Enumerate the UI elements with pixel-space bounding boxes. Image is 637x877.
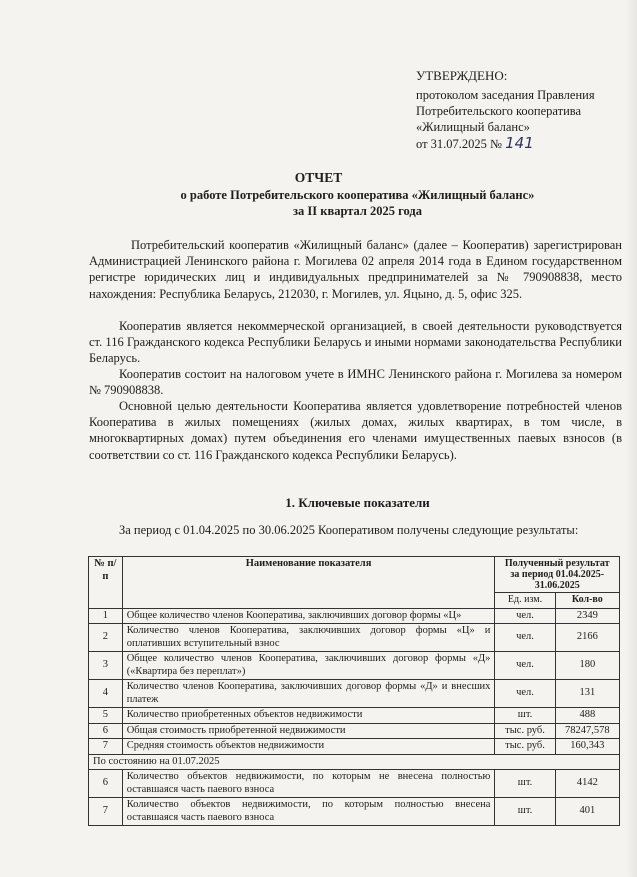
row-num: 1 — [89, 608, 123, 624]
row-unit: чел. — [495, 624, 555, 652]
table-row — [89, 608, 620, 624]
approval-heading: УТВЕРЖДЕНО: — [416, 68, 508, 83]
row-name: Общая стоимость приобретенной недвижимости — [122, 723, 495, 739]
approval-line-1: протоколом заседания Правления — [416, 88, 595, 102]
row-value: 488 — [555, 708, 619, 724]
row-num: 7 — [89, 798, 123, 826]
header-name: Наименование показателя — [122, 557, 495, 609]
row-num: 3 — [89, 652, 123, 680]
report-subtitle: о работе Потребительского кооператива «Жилищный баланс» — [180, 188, 535, 202]
section-intro: За период с 01.04.2025 по 30.06.2025 Кооперативом получены следующие результаты: — [119, 523, 579, 537]
row-num: 5 — [89, 708, 123, 724]
row-value: 131 — [555, 680, 619, 708]
row-value: 2349 — [555, 608, 619, 624]
row-value: 180 — [555, 652, 619, 680]
approval-date-line — [416, 135, 595, 152]
row-value: 78247,578 — [555, 723, 619, 739]
table-row — [89, 708, 620, 724]
paragraph-registration: Потребительский кооператив «Жилищный баланс» (далее – Кооператив) зарегистрирован Администрацией Ленинского района г. Могилева 02 апреля 2014 года в Едином государственном регистре юридических лиц и индивидуальных предпринимателей за № 790908838, место нахождения: Республика Беларусь, 212030, г. Могилев, ул. Яцыно, д. 5, офис 325. — [89, 238, 622, 301]
table-row — [89, 739, 620, 755]
section-title: 1. Ключевые показатели — [285, 495, 430, 510]
row-unit: чел. — [495, 608, 555, 624]
row-num: 6 — [89, 770, 123, 798]
approval-line-3: «Жилищный баланс» — [416, 120, 530, 134]
approval-handwritten-number: 141 — [505, 134, 534, 152]
approval-date: от 31.07.2025 № — [416, 137, 502, 151]
row-unit: чел. — [495, 652, 555, 680]
header-unit: Ед. изм. — [495, 593, 555, 609]
row-name: Количество объектов недвижимости, по которым не внесена полностью оставшаяся часть паевого взноса — [122, 770, 495, 798]
table-header-row — [89, 557, 620, 593]
row-name: Средняя стоимость объектов недвижимости — [122, 739, 495, 755]
header-value: Кол-во — [555, 593, 619, 609]
paragraph-goal: Основной целью деятельности Кооператива является удовлетворение потребностей членов Кооператива в жилых помещениях (жилых домах, жилых квартирах, в том числе, в многоквартирных домах) путем объединения его членами имущественных паевых взносов (в соответствии со ст. 116 Гражданского кодекса Республики Беларусь). — [89, 399, 622, 462]
row-unit: шт. — [495, 708, 555, 724]
table-row — [89, 680, 620, 708]
approval-block — [416, 68, 595, 152]
row-value: 401 — [555, 798, 619, 826]
row-value: 4142 — [555, 770, 619, 798]
row-num: 2 — [89, 624, 123, 652]
row-name: Количество членов Кооператива, заключивших договор формы «Ц» и оплативших вступительный взнос — [122, 624, 495, 652]
row-name: Количество объектов недвижимости, по которым полностью внесена оставшаяся часть паевого взноса — [122, 798, 495, 826]
scan-shadow — [625, 0, 637, 877]
row-name: Количество приобретенных объектов недвижимости — [122, 708, 495, 724]
table-row — [89, 770, 620, 798]
row-num: 6 — [89, 723, 123, 739]
row-num: 4 — [89, 680, 123, 708]
table-state-row — [89, 754, 620, 770]
report-title: ОТЧЕТ — [294, 170, 343, 185]
report-period: за II квартал 2025 года — [293, 204, 422, 218]
header-result: Полученный результат за период 01.04.2025-31.06.2025 — [495, 557, 620, 593]
paragraph-tax: Кооператив состоит на налоговом учете в ИМНС Ленинского района г. Могилева за номером № 790908838. — [89, 367, 622, 398]
approval-line-2: Потребительского кооператива — [416, 104, 582, 118]
row-unit: шт. — [495, 770, 555, 798]
table-row — [89, 624, 620, 652]
state-label: По состоянию на 01.07.2025 — [89, 754, 620, 770]
row-name: Общее количество членов Кооператива, заключивших договор формы «Д» («Квартира без переплат») — [122, 652, 495, 680]
header-num: № п/п — [89, 557, 123, 609]
row-unit: тыс. руб. — [495, 723, 555, 739]
row-value: 2166 — [555, 624, 619, 652]
kpi-table — [88, 556, 620, 826]
table-row — [89, 798, 620, 826]
row-unit: чел. — [495, 680, 555, 708]
row-value: 160,343 — [555, 739, 619, 755]
table-row — [89, 652, 620, 680]
row-num: 7 — [89, 739, 123, 755]
row-name: Общее количество членов Кооператива, заключивших договор формы «Ц» — [122, 608, 495, 624]
row-unit: тыс. руб. — [495, 739, 555, 755]
row-name: Количество членов Кооператива, заключивших договор формы «Д» и внесших платеж — [122, 680, 495, 708]
table-row — [89, 723, 620, 739]
paragraph-organization: Кооператив является некоммерческой организацией, в своей деятельности руководствуется ст. 116 Гражданского кодекса Республики Беларусь и иными нормами законодательства Республики Беларусь. — [89, 319, 622, 366]
row-unit: шт. — [495, 798, 555, 826]
